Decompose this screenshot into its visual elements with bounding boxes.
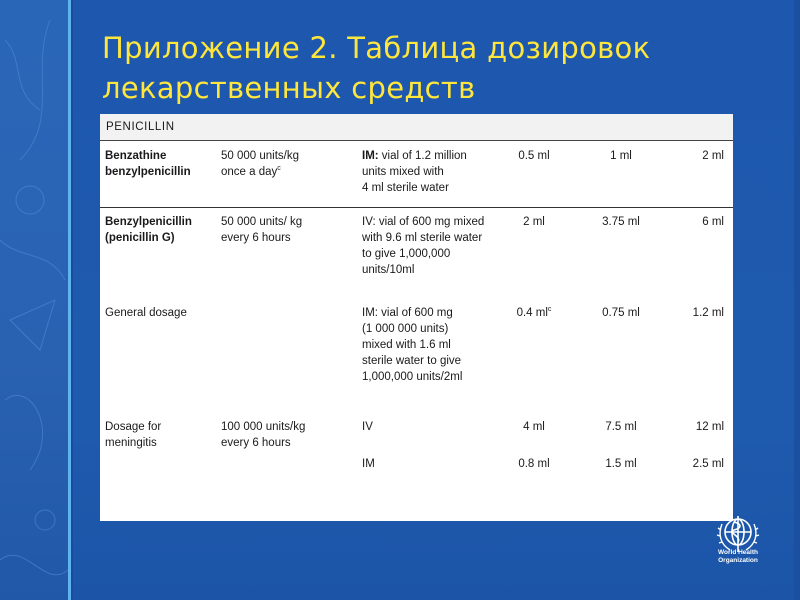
volume-3: 2 ml bbox=[702, 150, 724, 162]
dosage-line bbox=[221, 164, 299, 180]
form-line: mixed with 1.6 ml bbox=[362, 339, 451, 351]
volume-1: 2 ml bbox=[523, 216, 545, 228]
form-text: vial of 1.2 million bbox=[378, 150, 467, 162]
dosage bbox=[221, 148, 299, 180]
drug-name bbox=[105, 214, 192, 246]
volume-3: 1.2 ml bbox=[692, 307, 724, 319]
decorative-left-panel bbox=[0, 0, 68, 600]
drug-name-line: Benzylpenicillin bbox=[105, 216, 192, 228]
who-logo-text bbox=[700, 549, 776, 565]
form-line: sterile water to give bbox=[362, 355, 462, 367]
slide-title-line-2: лекарственных средств bbox=[102, 71, 476, 105]
volume-2: 1.5 ml bbox=[605, 458, 637, 470]
dosage-line: 50 000 units/ kg bbox=[221, 216, 303, 228]
dosage-line: every 6 hours bbox=[221, 437, 291, 449]
form-line: (1 000 000 units) bbox=[362, 323, 449, 335]
dosage-text: once a day bbox=[221, 166, 278, 178]
form-line: 4 ml sterile water bbox=[362, 182, 449, 194]
form-line: to give 1,000,000 bbox=[362, 248, 451, 260]
volume-2: 7.5 ml bbox=[605, 421, 637, 433]
form bbox=[362, 148, 467, 196]
form-line: IM: vial of 600 mg bbox=[362, 307, 453, 319]
route: IV bbox=[362, 421, 373, 433]
form-line: 1,000,000 units/2ml bbox=[362, 371, 463, 383]
drug-name bbox=[105, 148, 191, 180]
form bbox=[362, 214, 484, 278]
drug-name-line: (penicillin G) bbox=[105, 232, 175, 244]
dosage bbox=[221, 214, 302, 246]
volume-text: 0.4 ml bbox=[516, 307, 548, 319]
footnote-marker: c bbox=[277, 165, 281, 173]
decorative-pattern-icon bbox=[0, 0, 68, 600]
volume-1: 4 ml bbox=[523, 421, 545, 433]
form-line bbox=[362, 148, 467, 164]
slide-title bbox=[102, 28, 742, 108]
row-divider bbox=[100, 207, 733, 208]
drug-name-line: meningitis bbox=[105, 437, 157, 449]
footnote-marker: c bbox=[547, 306, 552, 314]
volume-2: 3.75 ml bbox=[602, 216, 640, 228]
drug-name bbox=[105, 419, 161, 451]
form-line: units mixed with bbox=[362, 166, 444, 178]
volume-3: 2.5 ml bbox=[692, 458, 724, 470]
right-edge bbox=[794, 0, 800, 600]
dosage bbox=[221, 419, 305, 451]
volume-2: 0.75 ml bbox=[602, 307, 640, 319]
section-header-label: PENICILLIN bbox=[106, 121, 175, 133]
volume-2: 1 ml bbox=[610, 150, 632, 162]
table-section-header bbox=[100, 114, 733, 141]
dosage-line: every 6 hours bbox=[221, 232, 291, 244]
drug-name-line: Dosage for bbox=[105, 421, 162, 433]
form-line: IV: vial of 600 mg mixed bbox=[362, 216, 485, 228]
route: IM bbox=[362, 458, 375, 470]
slide-title-line-1: Приложение 2. Таблица дозировок bbox=[102, 31, 651, 65]
volume-3: 6 ml bbox=[702, 216, 724, 228]
dosage-line: 100 000 units/kg bbox=[221, 421, 306, 433]
form-line: with 9.6 ml sterile water bbox=[362, 232, 483, 244]
volume-3: 12 ml bbox=[695, 421, 724, 433]
who-logo-line: Organization bbox=[718, 557, 758, 564]
drug-name: General dosage bbox=[105, 307, 187, 319]
form-line: units/10ml bbox=[362, 264, 415, 276]
drug-name-line: benzylpenicillin bbox=[105, 166, 191, 178]
dosage-table bbox=[100, 114, 733, 521]
volume-1: 0.5 ml bbox=[518, 150, 550, 162]
form bbox=[362, 305, 462, 385]
dosage-line: 50 000 units/kg bbox=[221, 150, 300, 162]
who-logo-line: World Health bbox=[718, 549, 758, 556]
drug-name-line: Benzathine bbox=[105, 150, 167, 162]
form-route: IM: bbox=[362, 150, 379, 162]
volume-1: 0.8 ml bbox=[518, 458, 550, 470]
volume-1 bbox=[510, 305, 558, 321]
